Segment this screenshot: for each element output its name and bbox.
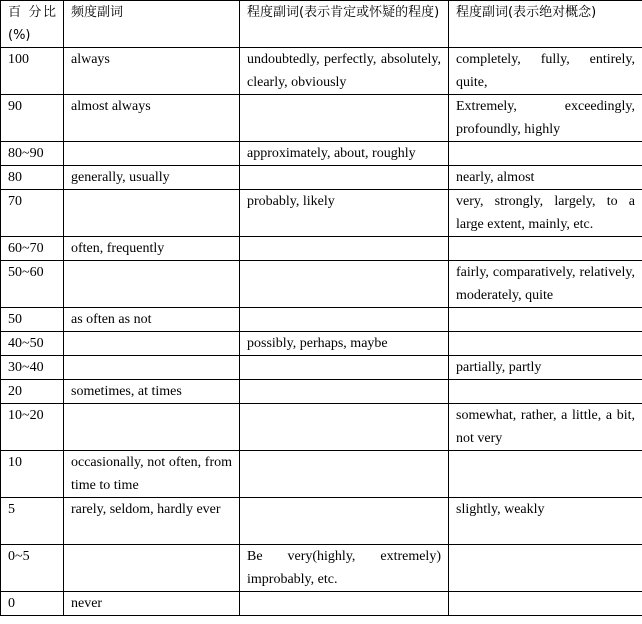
cell-absolute: very, strongly, largely, to a large extent, mainly, etc. xyxy=(449,190,642,237)
cell-certainty xyxy=(240,308,449,332)
table-row xyxy=(1,142,642,166)
cell-absolute xyxy=(449,308,642,332)
header-frequency: 频度副词 xyxy=(64,1,240,48)
header-degree-absolute: 程度副词(表示绝对概念) xyxy=(449,1,642,48)
table-row xyxy=(1,95,642,142)
table-row xyxy=(1,332,642,356)
cell-absolute xyxy=(449,237,642,261)
cell-absolute: partially, partly xyxy=(449,356,642,380)
table-row xyxy=(1,592,642,616)
cell-frequency xyxy=(64,356,240,380)
cell-certainty xyxy=(240,356,449,380)
cell-frequency: rarely, seldom, hardly ever xyxy=(64,498,240,545)
cell-percent: 20 xyxy=(1,380,64,404)
table-row xyxy=(1,545,642,592)
table-row xyxy=(1,498,642,545)
cell-percent: 90 xyxy=(1,95,64,142)
cell-absolute xyxy=(449,380,642,404)
cell-percent: 0 xyxy=(1,592,64,616)
cell-percent: 70 xyxy=(1,190,64,237)
cell-frequency xyxy=(64,190,240,237)
cell-absolute xyxy=(449,451,642,498)
cell-absolute: fairly, comparatively, relatively, moderately, quite xyxy=(449,261,642,308)
cell-percent: 60~70 xyxy=(1,237,64,261)
cell-percent: 30~40 xyxy=(1,356,64,380)
cell-percent: 5 xyxy=(1,498,64,545)
cell-frequency xyxy=(64,545,240,592)
table-row xyxy=(1,190,642,237)
cell-percent: 50~60 xyxy=(1,261,64,308)
cell-certainty xyxy=(240,498,449,545)
cell-frequency xyxy=(64,404,240,451)
cell-certainty xyxy=(240,451,449,498)
cell-absolute: nearly, almost xyxy=(449,166,642,190)
cell-certainty: undoubtedly, perfectly, absolutely, clearly, obviously xyxy=(240,48,449,95)
table-row xyxy=(1,356,642,380)
cell-absolute: slightly, weakly xyxy=(449,498,642,545)
cell-certainty: possibly, perhaps, maybe xyxy=(240,332,449,356)
cell-certainty xyxy=(240,95,449,142)
cell-absolute: completely, fully, entirely, quite, xyxy=(449,48,642,95)
cell-certainty: probably, likely xyxy=(240,190,449,237)
table-row xyxy=(1,451,642,498)
cell-percent: 10~20 xyxy=(1,404,64,451)
cell-frequency: almost always xyxy=(64,95,240,142)
cell-absolute xyxy=(449,142,642,166)
table-row xyxy=(1,404,642,451)
cell-frequency xyxy=(64,261,240,308)
table-row xyxy=(1,237,642,261)
header-degree-certainty: 程度副词(表示肯定或怀疑的程度) xyxy=(240,1,449,48)
cell-absolute xyxy=(449,332,642,356)
cell-certainty: approximately, about, roughly xyxy=(240,142,449,166)
cell-certainty: Be very(highly, extremely) improbably, etc. xyxy=(240,545,449,592)
cell-percent: 80~90 xyxy=(1,142,64,166)
table-row xyxy=(1,261,642,308)
cell-percent: 50 xyxy=(1,308,64,332)
cell-frequency: generally, usually xyxy=(64,166,240,190)
cell-certainty xyxy=(240,237,449,261)
cell-percent: 40~50 xyxy=(1,332,64,356)
cell-frequency xyxy=(64,332,240,356)
header-row xyxy=(1,1,642,48)
cell-certainty xyxy=(240,166,449,190)
cell-frequency: never xyxy=(64,592,240,616)
cell-frequency: sometimes, at times xyxy=(64,380,240,404)
cell-percent: 0~5 xyxy=(1,545,64,592)
cell-absolute xyxy=(449,592,642,616)
cell-absolute xyxy=(449,545,642,592)
cell-absolute: somewhat, rather, a little, a bit, not very xyxy=(449,404,642,451)
table-row xyxy=(1,166,642,190)
cell-certainty xyxy=(240,592,449,616)
cell-percent: 100 xyxy=(1,48,64,95)
table-row xyxy=(1,380,642,404)
cell-certainty xyxy=(240,261,449,308)
cell-frequency: as often as not xyxy=(64,308,240,332)
table-row xyxy=(1,48,642,95)
table-row xyxy=(1,308,642,332)
cell-frequency: always xyxy=(64,48,240,95)
cell-frequency: occasionally, not often, from time to time xyxy=(64,451,240,498)
cell-frequency xyxy=(64,142,240,166)
cell-frequency: often, frequently xyxy=(64,237,240,261)
cell-certainty xyxy=(240,380,449,404)
cell-certainty xyxy=(240,404,449,451)
cell-absolute: Extremely, exceedingly, profoundly, highly xyxy=(449,95,642,142)
cell-percent: 80 xyxy=(1,166,64,190)
cell-percent: 10 xyxy=(1,451,64,498)
header-percent: 百 分比(%) xyxy=(1,1,64,48)
